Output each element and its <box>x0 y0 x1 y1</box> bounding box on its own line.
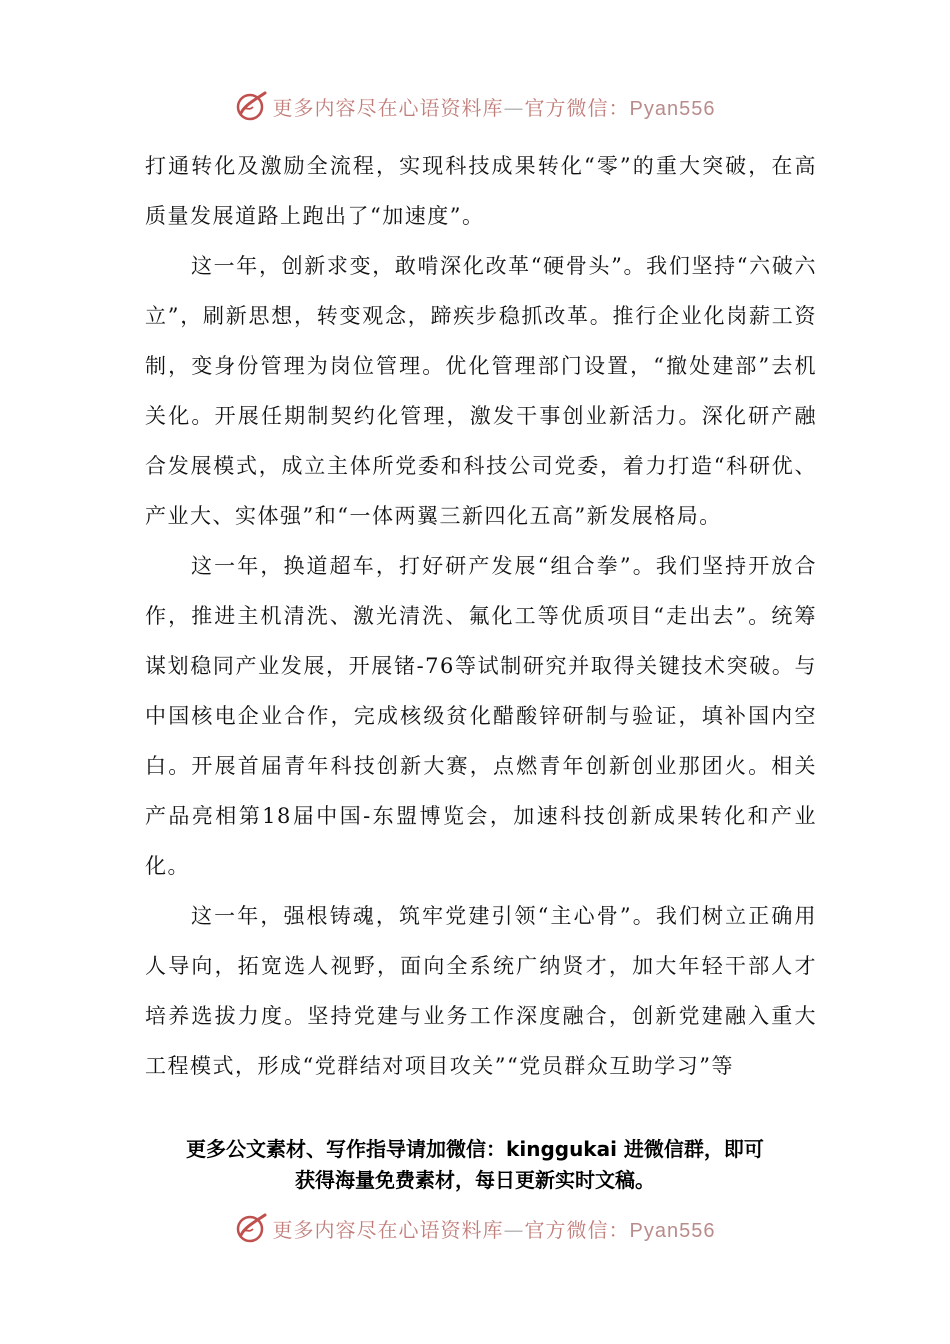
promo-line-1: 更多公文素材、写作指导请加微信：kinggukai 进微信群，即可 <box>186 1137 764 1161</box>
pen-logo-icon <box>235 89 269 123</box>
pen-logo-icon <box>235 1211 269 1245</box>
document-body <box>145 141 817 1091</box>
header-separator: — <box>503 95 525 120</box>
footer-wechat-id: Pyan556 <box>629 1219 716 1242</box>
header-watermark <box>0 86 950 126</box>
promo-notice <box>0 1134 950 1196</box>
paragraph-1: 打通转化及激励全流程，实现科技成果转化“零”的重大突破，在高质量发展道路上跑出了“加速度”。 <box>145 154 817 228</box>
paragraph-3: 这一年，换道超车，打好研产发展“组合拳”。我们坚持开放合作，推进主机清洗、激光清洗、氟化工等优质项目“走出去”。统筹谋划稳同产业发展，开展锗-76等试制研究并取得关键技术突破。与中国核电企业合作，完成核级贫化醋酸锌研制与验证，填补国内空白。开展首届青年科技创新大赛，点燃青年创新创业那团火。相关产品亮相第18届中国-东盟博览会，加速科技创新成果转化和产业化。 <box>145 554 817 878</box>
header-wechat-label: 官方微信： <box>524 95 630 120</box>
paragraph-4: 这一年，强根铸魂，筑牢党建引领“主心骨”。我们树立正确用人导向，拓宽选人视野，面向全系统广纳贤才，加大年轻干部人才培养选拔力度。坚持党建与业务工作深度融合，创新党建融入重大工程模式，形成“党群结对项目攻关”“党员群众互助学习”等 <box>145 904 817 1078</box>
footer-separator: — <box>503 1217 525 1242</box>
header-wechat-id: Pyan556 <box>629 97 716 120</box>
footer-watermark <box>0 1208 950 1248</box>
header-brand-text: 更多内容尽在心语资料库 <box>272 95 504 120</box>
footer-brand-text: 更多内容尽在心语资料库 <box>272 1217 504 1242</box>
promo-line-2: 获得海量免费素材，每日更新实时文稿。 <box>295 1168 655 1192</box>
footer-wechat-label: 官方微信： <box>524 1217 630 1242</box>
paragraph-2: 这一年，创新求变，敢啃深化改革“硬骨头”。我们坚持“六破六立”，刷新思想，转变观念，蹄疾步稳抓改革。推行企业化岗薪工资制，变身份管理为岗位管理。优化管理部门设置，“撤处建部”去机关化。开展任期制契约化管理，激发干事创业新活力。深化研产融合发展模式，成立主体所党委和科技公司党委，着力打造“科研优、产业大、实体强”和“一体两翼三新四化五高”新发展格局。 <box>145 254 817 528</box>
